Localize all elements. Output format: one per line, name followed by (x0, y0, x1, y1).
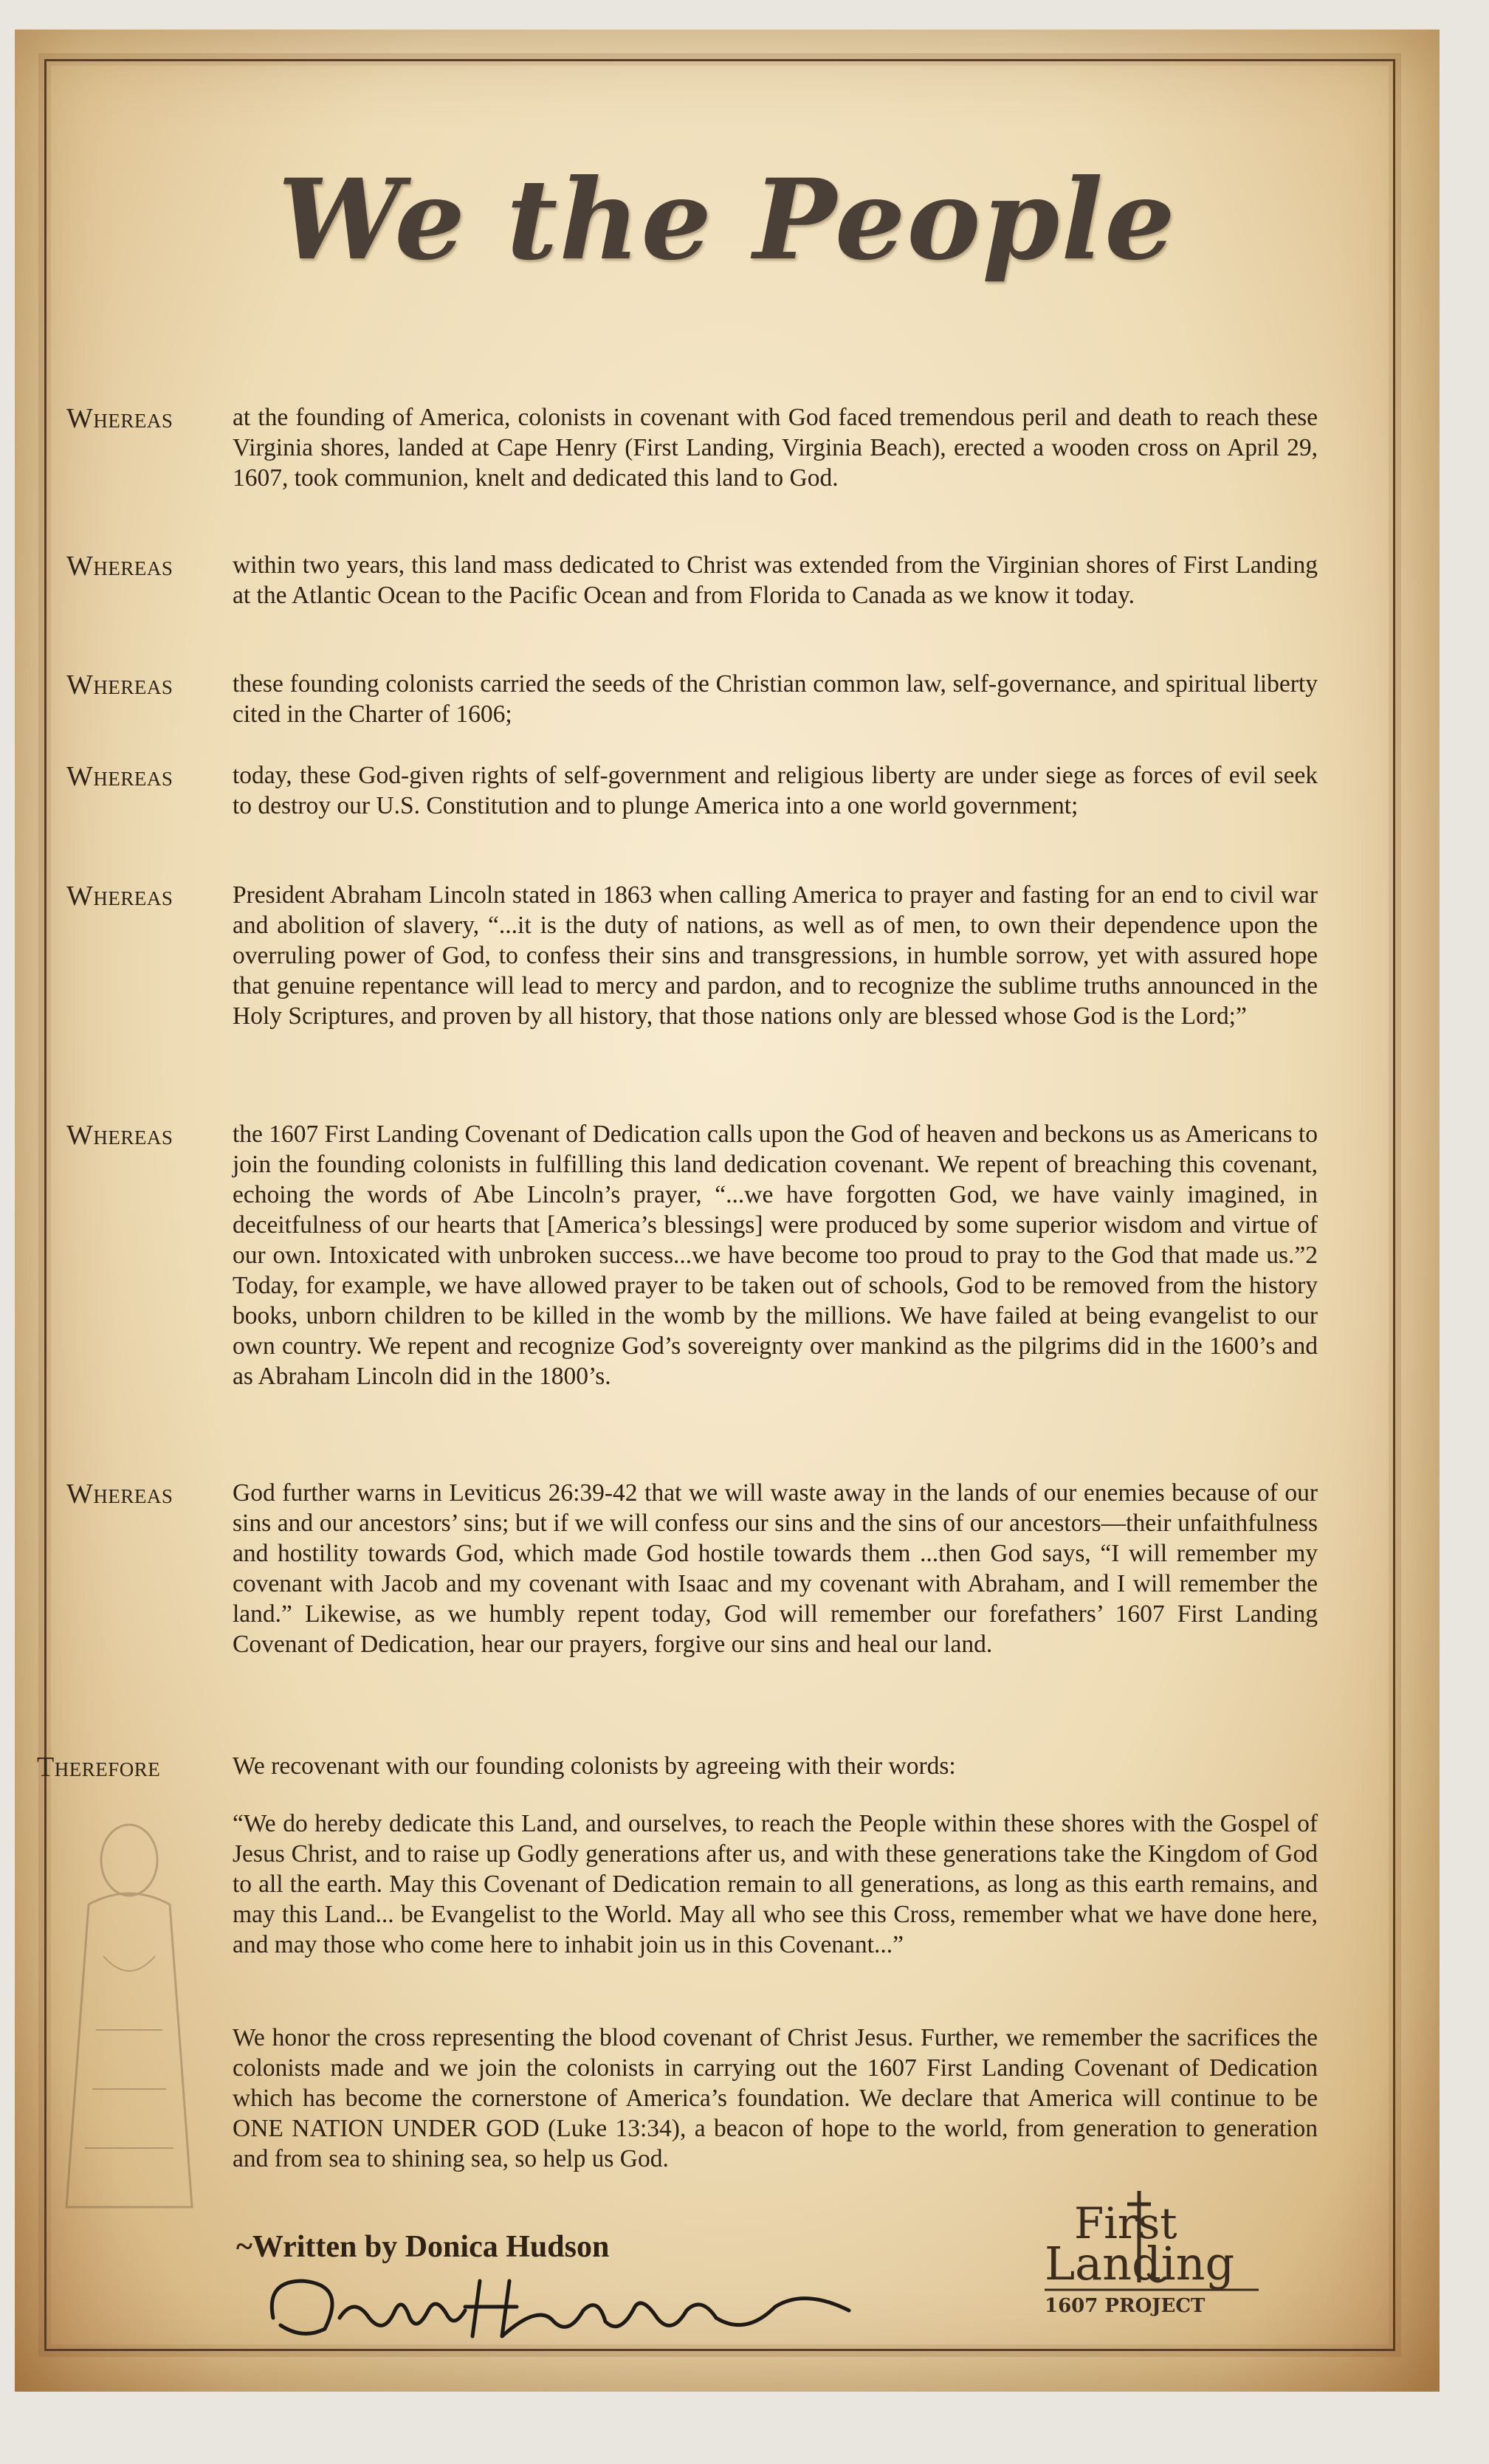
clause-text: the 1607 First Landing Covenant of Dedication calls upon the God of heaven and beckons us as Americans to join the founding colonists in fulfilling this land dedication covenant. We repent of breaching this covenant, echoing the words of Abe Lincoln’s prayer, “...we have forgotten God, we have vainly imagined, in deceitfulness of our hearts that [America’s blessings] were produced by some superior wisdom and virtue of our own. Intoxicated with unbroken success...we have become too proud to pray to the God that made us.”2 Today, for example, we have allowed prayer to be taken out of schools, God to be removed from the history books, unborn children to be killed in the womb by the millions. We have failed at being evangelist to our own country. We repent and recognize God’s sovereignty over mankind as the pilgrims did in the 1600’s and as Abraham Lincoln did in the 1800’s. (233, 1121, 1318, 1390)
logo-line3-text: 1607 PROJECT (1045, 2295, 1206, 2317)
covenant-quote: “We do hereby dedicate this Land, and ourselves, to reach the People within these shores with the Gospel of Jesus Christ, and to raise up Godly generations after us, and with these generations take the Kingdom of God to all the earth. May this Covenant of Dedication remain to all generations, as long as this earth remains, and may this Land... be Evangelist to the World. May all who see this Cross, remember what we have done here, and may those who come here to inhabit join us in this Covenant...” (233, 1810, 1318, 1958)
clause-text: President Abraham Lincoln stated in 1863 when calling America to prayer and fasting for an end to civil war and abolition of slavery, “...it is the duty of nations, as well as of men, to own their dependence upon the overruling power of God, to confess their sins and transgressions, in humble sorrow, yet with assured hope that genuine repentance will lead to mercy and pardon, and to recognize the sublime truths announced in the Holy Scriptures, and proven by all history, that those nations only are blessed whose God is the Lord;” (233, 881, 1318, 1030)
clause-label: Whereas (66, 881, 173, 912)
clause-label: Whereas (66, 1479, 173, 1510)
therefore-label: Therefore (37, 1752, 161, 1783)
clause-text: these founding colonists carried the seeds of the Christian common law, self-governance, and spiritual liberty cited in the Charter of 1606; (233, 670, 1318, 728)
clause-text: today, these God-given rights of self-government and religious liberty are under siege as forces of evil seek to destroy our U.S. Constitution and to plunge America into a one world government; (233, 762, 1318, 819)
therefore-text: We recovenant with our founding colonists by agreeing with their words: (233, 1752, 956, 1780)
pilgrim-figure-illustration (44, 1809, 214, 2222)
signature-image (258, 2266, 864, 2347)
clause-label: Whereas (66, 1120, 173, 1151)
closing-paragraph: We honor the cross representing the blood covenant of Christ Jesus. Further, we remember the sacrifices the colonists made and we join the colonists in carrying out the 1607 First Landing Covenant of Dedication which has become the cornerstone of America’s foundation. We declare that America will continue to be ONE NATION UNDER GOD (Luke 13:34), a beacon of hope to the world, from generation to generation and from sea to shining sea, so help us God. (233, 2024, 1318, 2172)
author-credit: ~Written by Donica Hudson (236, 2230, 610, 2264)
clause-label: Whereas (66, 551, 173, 582)
clause-label: Whereas (66, 761, 173, 792)
logo-line2-text: Landing (1045, 2237, 1235, 2291)
logo-line1-text: First (1074, 2198, 1177, 2248)
clause-text: at the founding of America, colonists in covenant with God faced tremendous peril and death to reach these Virginia shores, landed at Cape Henry (First Landing, Virginia Beach), erected a wooden cross on April 29, 1607, took communion, knelt and dedicated this land to God. (233, 404, 1318, 492)
clause-label: Whereas (66, 403, 173, 434)
proclamation-page (15, 30, 1440, 2392)
first-landing-logo (1037, 2185, 1288, 2318)
clause-text: within two years, this land mass dedicated to Christ was extended from the Virginian shores of First Landing at the Atlantic Ocean to the Pacific Ocean and from Florida to Canada as we know it today. (233, 551, 1318, 609)
clause-label: Whereas (66, 670, 173, 701)
page-title: We the People (278, 155, 1177, 285)
clause-text: God further warns in Leviticus 26:39-42 that we will waste away in the lands of our enemies because of our sins and our ancestors’ sins; but if we will confess our sins and the sins of our ancestors—their unfaithfulness and hostility towards God, which made God hostile towards them ...then God says, “I will remember my covenant with Jacob and my covenant with Isaac and my covenant with Abraham, and I will remember the land.” Likewise, as we humbly repent today, God will remember our forefathers’ 1607 First Landing Covenant of Dedication, hear our prayers, forgive our sins and heal our land. (233, 1479, 1318, 1658)
